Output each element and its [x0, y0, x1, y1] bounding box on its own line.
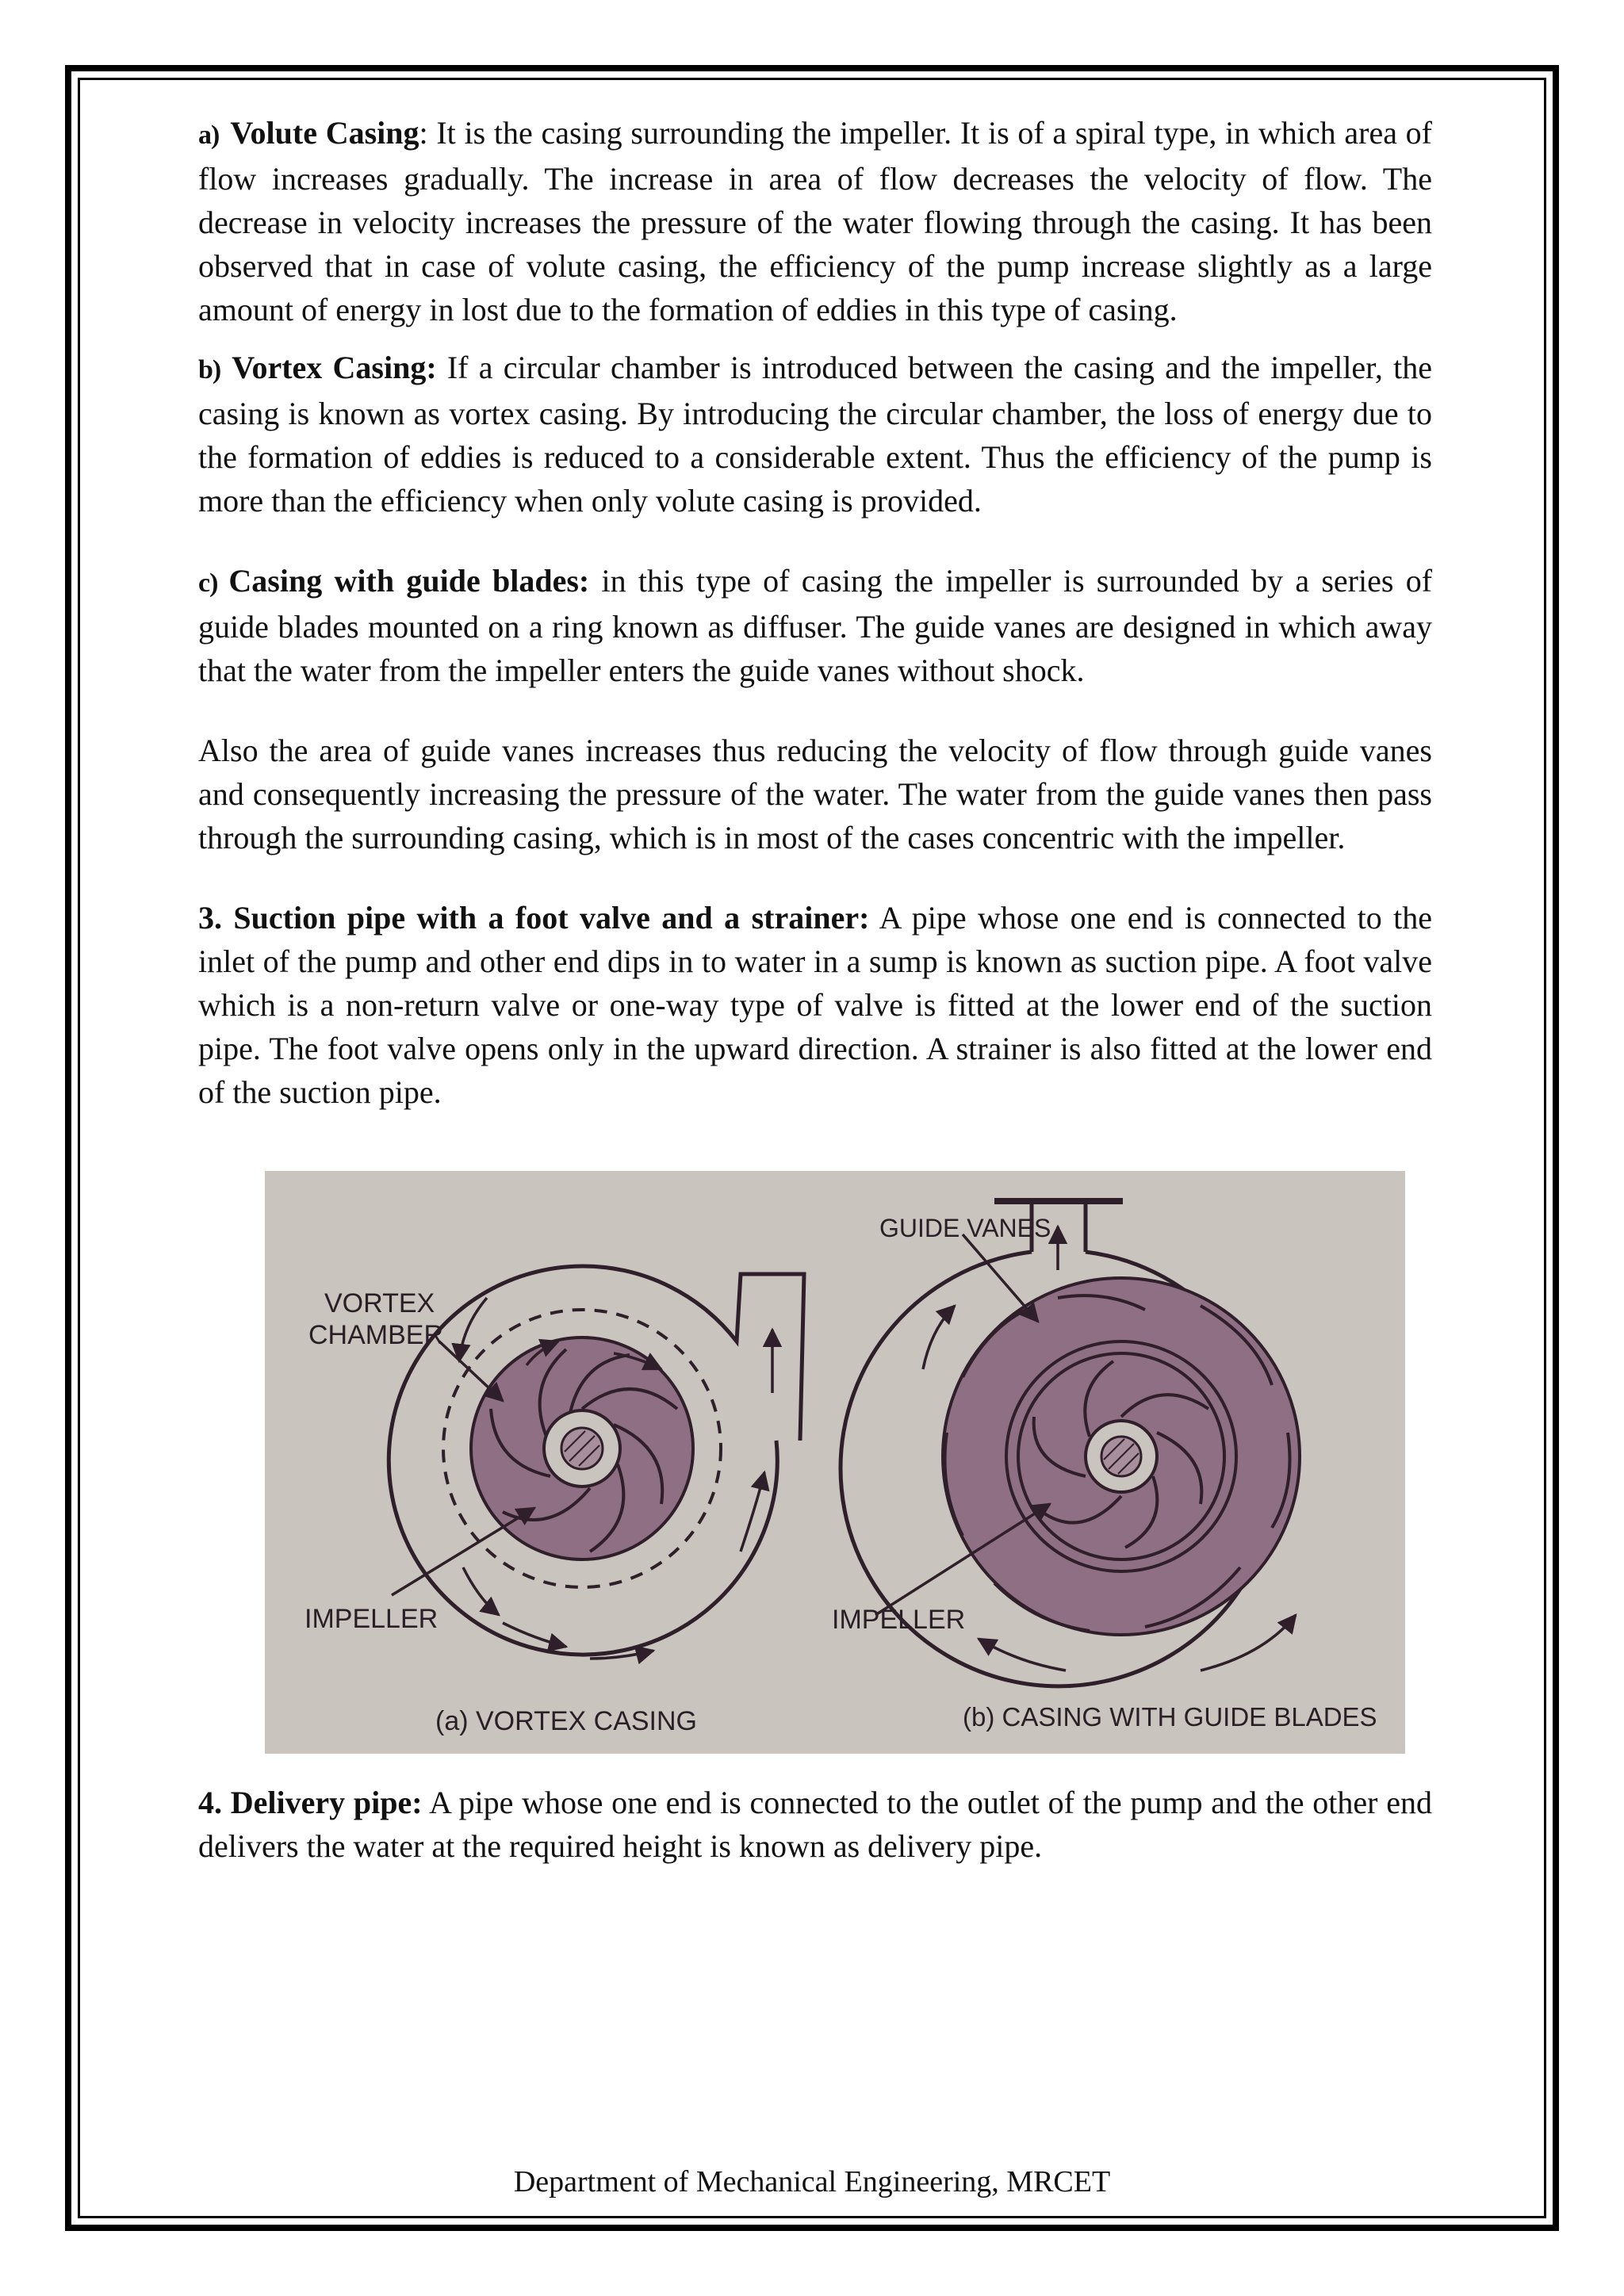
label-impeller-a: IMPELLER	[304, 1604, 439, 1634]
list-marker: b)	[198, 355, 221, 385]
page-content-lower	[198, 1781, 1432, 1882]
suction-pipe-text: A pipe whose one end is connected to the inlet of the pump and other end dips in to water in a sump is known as suction pipe. A foot valve which is a non-return valve or one-way type of valve is fitted at the lower end of the suction pipe. The foot valve opens only in the upward direction. A strainer is also fitted at the lower end of the suction pipe.	[198, 900, 1433, 1110]
guide-blades-heading: Casing with guide blades:	[228, 563, 590, 599]
pump-casing-figure	[265, 1171, 1405, 1754]
pump-casing-diagram	[265, 1171, 1405, 1754]
suction-pipe-paragraph	[198, 896, 1432, 1114]
caption-guide-blades: (b) CASING WITH GUIDE BLADES	[963, 1702, 1377, 1732]
delivery-pipe-heading: 4. Delivery pipe:	[198, 1785, 423, 1820]
label-guide-vanes: GUIDE VANES	[879, 1214, 1051, 1242]
vortex-casing-paragraph	[198, 346, 1432, 522]
guide-blade-casing-drawing	[832, 1201, 1377, 1732]
list-marker: c)	[198, 568, 218, 598]
suction-pipe-heading: 3. Suction pipe with a foot valve and a strainer:	[198, 900, 870, 936]
vortex-casing-text: If a circular chamber is introduced between the casing and the impeller, the casing is known as vortex casing. By introducing the circular chamber, the loss of energy due to the formation of eddies is reduced to a considerable extent. Thus the efficiency of the pump is more than the efficiency when only volute casing is provided.	[198, 350, 1432, 519]
caption-vortex-casing: (a) VORTEX CASING	[435, 1706, 697, 1736]
label-vortex: VORTEX	[324, 1288, 435, 1318]
delivery-pipe-text: A pipe whose one end is connected to the outlet of the pump and the other end delivers the water at the required height is known as delivery pipe.	[198, 1785, 1432, 1864]
delivery-pipe-paragraph	[198, 1781, 1432, 1868]
volute-casing-heading: Volute Casing	[230, 115, 419, 151]
guide-blades-text: in this type of casing the impeller is surrounded by a series of guide blades mounted on a ring known as diffuser. The guide vanes are designed in which away that the water from the impeller enters the guide vanes without shock.	[198, 563, 1433, 688]
label-impeller-b: IMPELLER	[832, 1605, 966, 1635]
page-footer: Department of Mechanical Engineering, MRCET	[513, 2165, 1111, 2198]
vortex-casing-drawing	[304, 1266, 804, 1736]
page-content	[198, 111, 1432, 1128]
volute-casing-paragraph	[198, 111, 1432, 331]
volute-casing-text: : It is the casing surrounding the impeller. It is of a spiral type, in which area of flow increases gradually. The increase in area of flow decreases the velocity of flow. The decrease in velocity increases the pressure of the water flowing through the casing. It has been observed that in case of volute casing, the efficiency of the pump increase slightly as a large amount of energy in lost due to the formation of eddies in this type of casing.	[198, 115, 1432, 327]
list-marker: a)	[198, 121, 220, 150]
guide-vanes-continuation: Also the area of guide vanes increases thus reducing the velocity of flow through guide vanes and consequently increasing the pressure of the water. The water from the guide vanes then pass through the surrounding casing, which is in most of the cases concentric with the impeller.	[198, 733, 1432, 855]
vortex-casing-heading: Vortex Casing:	[232, 350, 437, 385]
guide-blades-paragraph	[198, 559, 1432, 692]
label-chamber: CHAMBER	[308, 1320, 444, 1350]
